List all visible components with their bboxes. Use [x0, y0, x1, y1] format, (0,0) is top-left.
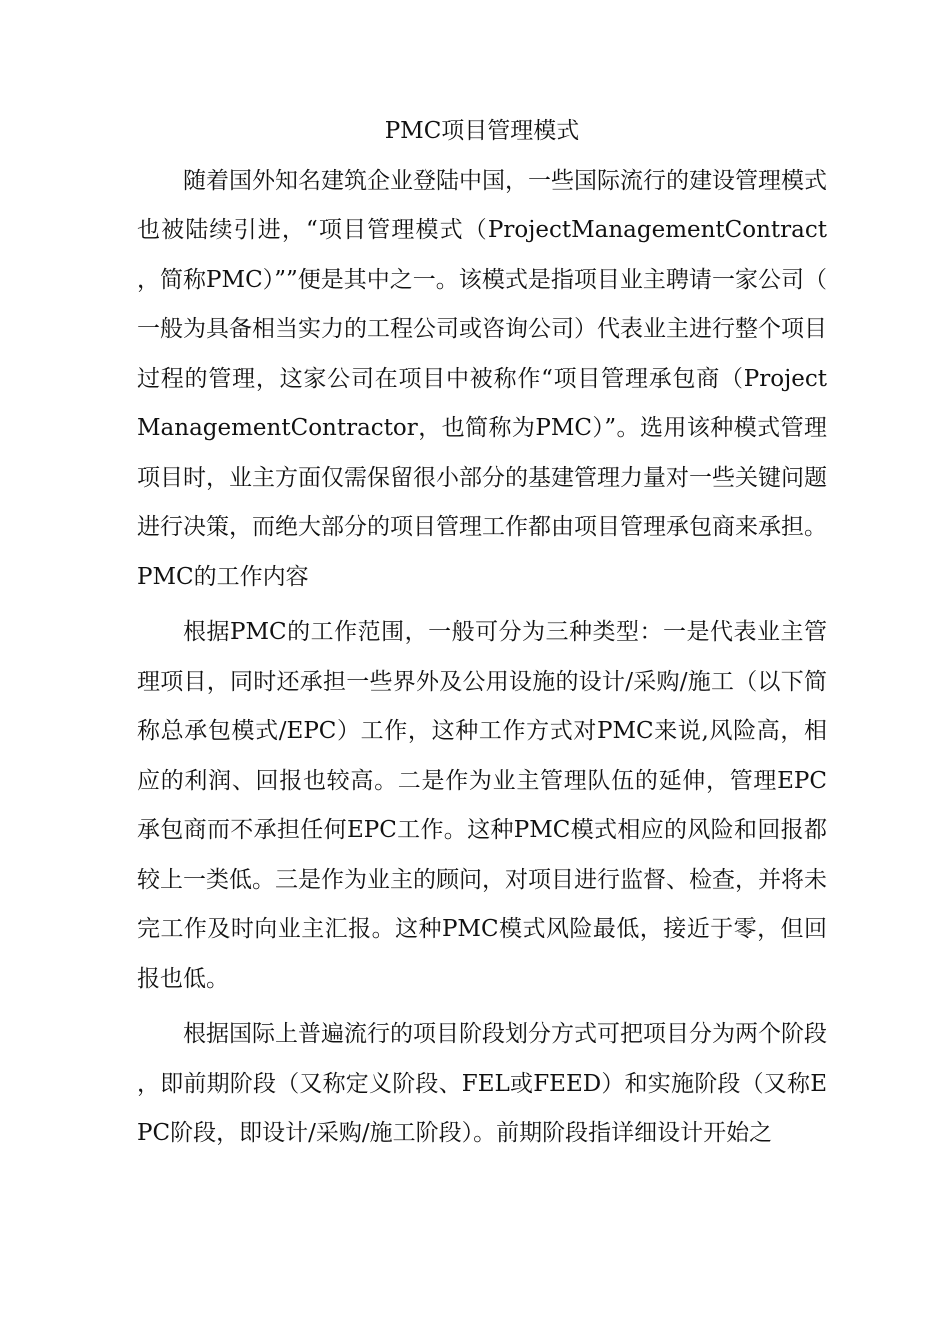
- document-body: [137, 107, 827, 1159]
- document-title: PMC项目管理模式: [384, 118, 580, 144]
- paragraph-intro: 随着国外知名建筑企业登陆中国，一些国际流行的建设管理模式也被陆续引进，“项目管理模式（ProjectManagementContract，简称PMC）””便是其中之一。该模式是指项目业主聘请一家公司（一般为具备相当实力的工程公司或咨询公司）代表业主进行整个项目过程的管理，这家公司在项目中被称作“项目管理承包商（ProjectManagementContractor，也简称为PMC）”。选用该种模式管理项目时，业主方面仅需保留很小部分的基建管理力量对一些关键问题进行决策，而绝大部分的项目管理工作都由项目管理承包商来承担。: [137, 167, 827, 540]
- section-heading-work-content: PMC的工作内容: [137, 563, 309, 590]
- paragraph-project-phases: 根据国际上普遍流行的项目阶段划分方式可把项目分为两个阶段，即前期阶段（又称定义阶段、FEL或FEED）和实施阶段（又称EPC阶段，即设计/采购/施工阶段）。前期阶段指详细设计开始之: [137, 1021, 827, 1146]
- paragraph-work-scope: 根据PMC的工作范围，一般可分为三种类型：一是代表业主管理项目，同时还承担一些界外及公用设施的设计/采购/施工（以下简称总承包模式/EPC）工作，这种工作方式对PMC来说,风险高，相应的利润、回报也较高。二是作为业主管理队伍的延伸，管理EPC承包商而不承担任何EPC工作。这种PMC模式相应的风险和回报都较上一类低。三是作为业主的顾问，对项目进行监督、检查，并将未完工作及时向业主汇报。这种PMC模式风险最低，接近于零，但回报也低。: [137, 619, 827, 992]
